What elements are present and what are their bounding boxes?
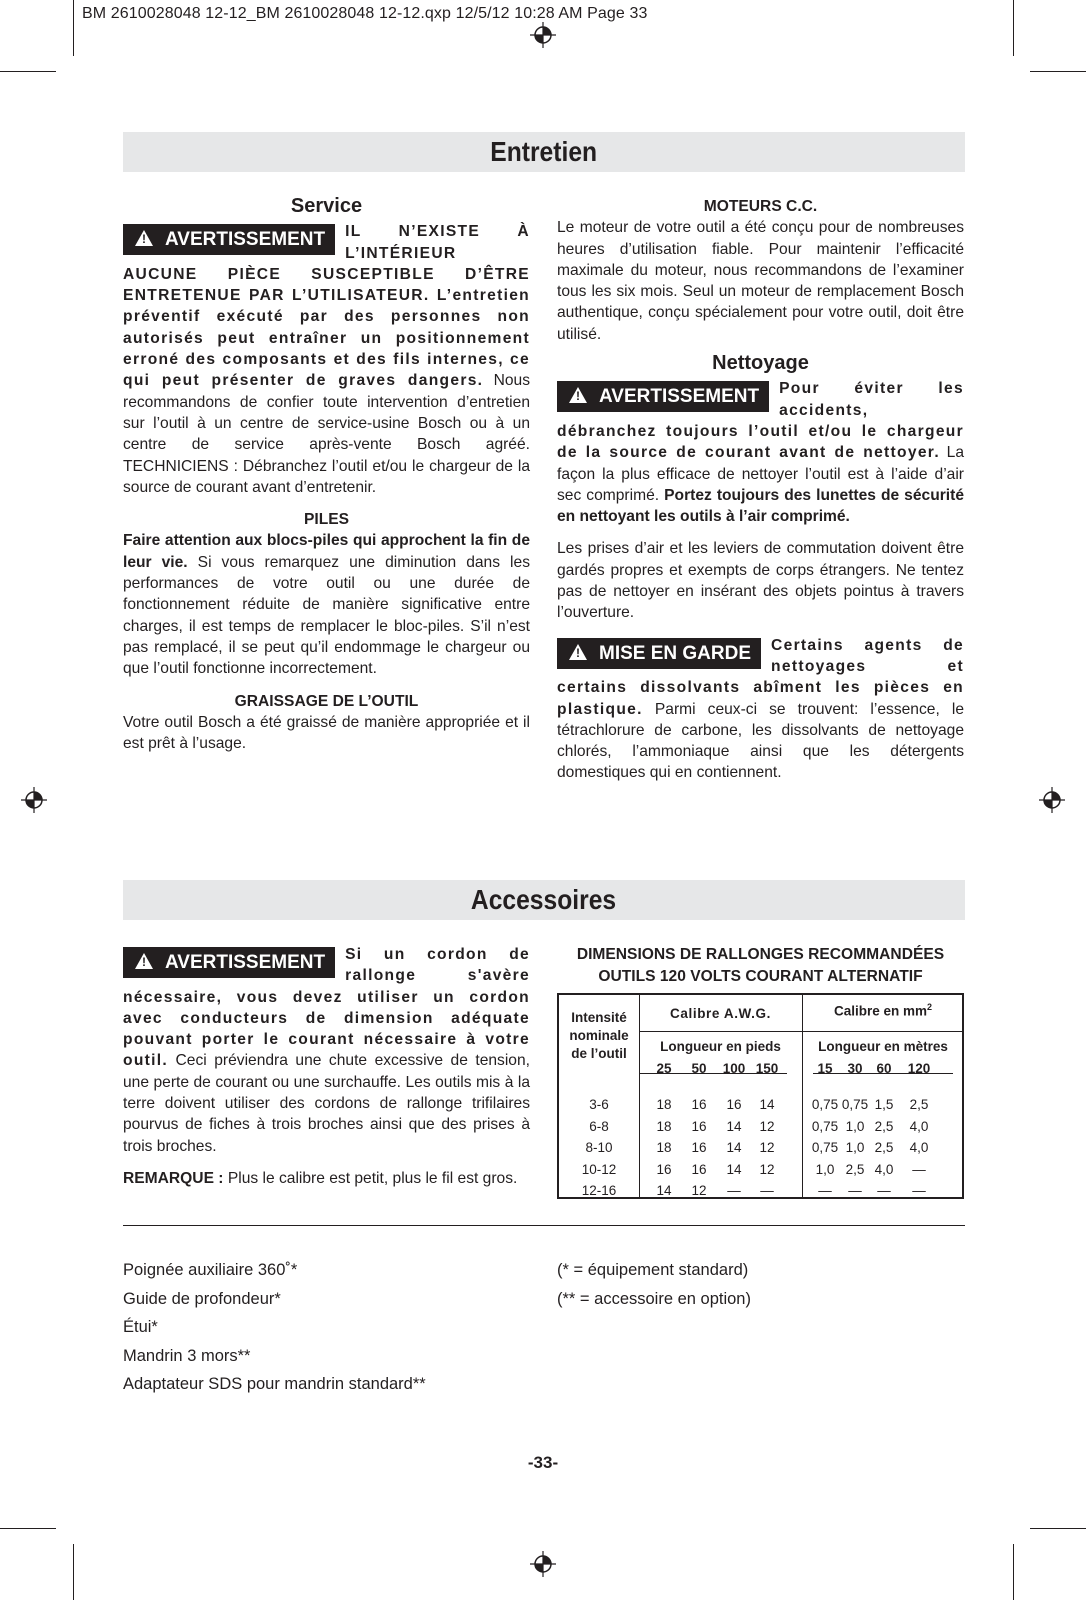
table-cell-mm: 4,0 [909, 1118, 929, 1134]
table-cell-awg: 14 [656, 1183, 672, 1198]
table-cell-mm: 2,5 [874, 1118, 894, 1134]
service-warning-text: IL N’EXISTE À L’INTÉRIEUR AUCUNE PIÈCE SUSCEPTIBLE D’ÊTRE ENTRETENUE PAR L’UTILISATEUR. L’entretien préventif exécuté par des personnes non autorisés peut entraîner un positionnement erroné des composants et des fils internes, ce qui peut présenter de graves dangers. [123, 223, 530, 390]
feet-label: 150 [755, 1061, 779, 1076]
crop-mark [1013, 0, 1014, 56]
table-cell-mm: 2,5 [874, 1140, 894, 1155]
page-number: -33- [527, 1453, 559, 1472]
warning-triangle-icon: ! [135, 230, 153, 246]
caution-badge: ! MISE EN GARDE [557, 638, 761, 669]
table-cell-awg: 14 [726, 1161, 742, 1177]
extension-cord-table [557, 993, 964, 1199]
table-title-line-1: DIMENSIONS DE RALLONGES RECOMMANDÉES [576, 946, 945, 963]
registration-mark-icon [530, 22, 556, 48]
caution-body: Parmi ceux-ci se trouvent: l’essence, le tétrachlorure de carbone, les dissolvants de nettoyage chlorés, l’ammoniaque ainsi que les détergents domestiques qui en contiennent. [557, 700, 964, 782]
table-cell-awg: 12 [759, 1118, 775, 1134]
list-item: Guide de profondeur* [123, 1289, 281, 1308]
table-cell-mm: 0,75 [841, 1097, 869, 1112]
graissage-heading: GRAISSAGE DE L’OUTIL [234, 692, 419, 710]
table-cell-awg: 14 [726, 1118, 742, 1134]
caution-bold-text: Certains agents de nettoyages et certains dissolvants abîment les pièces en plastique. [557, 636, 964, 718]
note-label: REMARQUE : [123, 1169, 224, 1187]
table-cell-mm: 1,5 [874, 1097, 894, 1112]
table-cell-awg: 12 [691, 1183, 707, 1198]
registration-mark-icon [530, 1551, 556, 1577]
table-cell-mm: 1,0 [815, 1161, 835, 1177]
table-cell-awg: 16 [726, 1097, 742, 1112]
list-item: Adaptateur SDS pour mandrin standard** [123, 1375, 426, 1393]
list-item: Étui* [123, 1318, 158, 1336]
table-cell-amps: 12-16 [581, 1183, 617, 1198]
piles-heading: PILES [303, 511, 350, 529]
service-body: Nous recommandons de confier toute intervention d’entretien sur l’outil à un centre de service-usine Bosch ou à un centre de service après-vente Bosch agréé. TECHNICIENS : Débranchez l’outil et/ou le chargeur de la source de courant avant d’entretenir. [123, 372, 530, 496]
table-title-line-2: OUTILS 120 VOLTS COURANT ALTERNATIF [598, 968, 923, 985]
table-cell-mm: — [912, 1161, 926, 1177]
table-cell-amps: 6-8 [589, 1118, 609, 1134]
crop-mark [0, 71, 56, 72]
meters-label: 120 [907, 1061, 931, 1076]
table-cell-mm: 4,0 [874, 1161, 894, 1177]
table-cell-mm: — [912, 1183, 926, 1198]
graissage-body: Votre outil Bosch a été graissé de manière appropriée et il est prêt à l’usage. [123, 713, 530, 753]
warning-triangle-icon: ! [135, 953, 153, 969]
registration-mark-icon [21, 787, 47, 813]
table-cell-awg: 16 [691, 1118, 707, 1134]
table-cell-amps: 8-10 [585, 1140, 613, 1155]
note-text: Plus le calibre est petit, plus le fil est gros. [227, 1169, 518, 1187]
warning-triangle-icon: ! [569, 644, 587, 660]
table-cell-mm: — [877, 1183, 891, 1198]
table-cell-awg: — [727, 1183, 741, 1198]
feet-label: 50 [691, 1061, 707, 1076]
table-header-awg: Calibre A.W.G. [670, 1006, 771, 1021]
warning-badge: ! AVERTISSEMENT [123, 224, 335, 255]
feet-label: 25 [656, 1061, 672, 1076]
table-cell-awg: — [760, 1183, 774, 1198]
table-cell-awg: 12 [759, 1161, 775, 1177]
table-cell-awg: 18 [656, 1097, 672, 1112]
list-item: Mandrin 3 mors** [123, 1346, 251, 1365]
table-header-meters: Longueur en mètres [818, 1039, 948, 1054]
accessory-legend [557, 1256, 751, 1313]
table-cell-mm: 2,5 [909, 1097, 929, 1112]
table-cell-mm: 4,0 [909, 1140, 929, 1155]
feet-label: 100 [722, 1061, 746, 1076]
table-cell-awg: 16 [691, 1140, 707, 1155]
moteurs-body: Le moteur de votre outil a été conçu pour de nombreuses heures d’utilisation fiable. Pour maintenir l’efficacité maximale du moteur, nous recommandons de l’examiner tous les six mois. Seul un moteur de remplacement Bosch authentique, conçu spécialement pour votre outil, doit être utilisé. [557, 219, 964, 343]
table-cell-mm: 2,5 [845, 1161, 865, 1177]
table-cell-awg: 16 [691, 1097, 707, 1112]
table-header-feet: Longueur en pieds [660, 1039, 781, 1054]
list-item: Poignée auxiliaire 360˚* [123, 1261, 298, 1279]
registration-mark-icon [1039, 787, 1065, 813]
piles-bold-text: Faire attention aux blocs-piles qui approchent la fin de leur vie. [123, 532, 530, 571]
section-title-accessoires: Accessoires [123, 880, 965, 920]
meters-label: 30 [847, 1061, 863, 1076]
table-cell-mm: 1,0 [845, 1140, 865, 1155]
crop-mark [1030, 71, 1086, 72]
divider [123, 1225, 965, 1226]
table-cell-mm: 0,75 [811, 1097, 839, 1112]
table-cell-awg: 14 [726, 1140, 742, 1155]
extension-table-title [557, 944, 964, 988]
table-cell-awg: 18 [656, 1140, 672, 1155]
table-cell-mm: 0,75 [811, 1140, 839, 1155]
legend-item: (* = équipement standard) [557, 1261, 749, 1279]
print-slug: BM 2610028048 12-12_BM 2610028048 12-12.qxp 12/5/12 10:28 AM Page 33 [82, 5, 648, 22]
moteurs-column [557, 196, 964, 784]
table-cell-awg: 12 [759, 1140, 775, 1155]
table-cell-mm: — [818, 1183, 832, 1198]
accessoires-warning-text: Si un cordon de rallonge s'avère nécessaire, vous devez utiliser un cordon avec conducteurs de dimension adéquate pouvant porter le courant nécessaire à votre outil. [123, 946, 530, 1070]
table-cell-mm: — [848, 1183, 862, 1198]
table-cell-mm: 0,75 [811, 1118, 839, 1134]
crop-mark [73, 1544, 74, 1600]
table-cell-awg: 16 [691, 1161, 707, 1177]
table-cell-amps: 3-6 [589, 1097, 609, 1112]
accessoires-column [123, 944, 530, 1189]
accessoires-body: Ceci préviendra une chute excessive de tension, une perte de courant ou une surchauffe. Les outils mis à la terre doivent utiliser des cordons de rallonge trifilaires pourvus de fiches à trois broches ainsi que des prises à trois broches. [123, 1052, 530, 1155]
crop-mark [73, 0, 74, 56]
piles-body: Si vous remarquez une diminution dans les performances de votre outil ou une durée de fonctionnement réduite de manière significative entre charges, il est temps de remplacer le bloc-piles. S’il n’est pas remplacé, il se peut qu’il endommage le chargeur ou que l’outil fonctionne incorrectement. [123, 553, 530, 678]
table-cell-amps: 10-12 [581, 1161, 617, 1177]
table-cell-mm: 1,0 [845, 1118, 865, 1134]
legend-item: (** = accessoire en option) [557, 1289, 751, 1308]
meters-label: 15 [817, 1061, 833, 1076]
nettoyage-warning-text: Pour éviter les accidents, débranchez toujours l’outil et/ou le chargeur de la source de courant avant de nettoyer. [557, 380, 964, 462]
table-header-rating: Intensité nominale de l’outil [569, 1010, 629, 1061]
service-column [123, 196, 530, 754]
nettoyage-body-1: La façon la plus efficace de nettoyer l’outil est à l’aide d’air sec comprimé. [557, 444, 964, 504]
accessory-list [123, 1256, 426, 1399]
warning-badge: ! AVERTISSEMENT [123, 947, 335, 978]
nettoyage-body-2: Les prises d’air et les leviers de commutation doivent être gardés propres et exempts de corps étrangers. Ne tentez pas de nettoyer en insérant des objets pointus à travers l’ouverture. [557, 540, 964, 622]
warning-triangle-icon: ! [569, 387, 587, 403]
table-header-mm: Calibre en $mm^2$ [833, 1002, 933, 1019]
table-cell-awg: 16 [656, 1161, 672, 1177]
crop-mark [0, 1528, 56, 1529]
section-title-entretien: Entretien [123, 132, 965, 172]
warning-badge: ! AVERTISSEMENT [557, 381, 769, 412]
meters-label: 60 [876, 1061, 892, 1076]
table-cell-awg: 18 [656, 1118, 672, 1134]
crop-mark [1030, 1528, 1086, 1529]
nettoyage-bold-text-2: Portez toujours des lunettes de sécurité en nettoyant les outils à l’air comprimé. [557, 486, 964, 526]
crop-mark [1013, 1544, 1014, 1600]
nettoyage-heading: Nettoyage [712, 352, 809, 375]
service-heading: Service [290, 195, 363, 217]
table-cell-awg: 14 [759, 1097, 775, 1112]
moteurs-heading: MOTEURS C.C. [703, 198, 818, 215]
